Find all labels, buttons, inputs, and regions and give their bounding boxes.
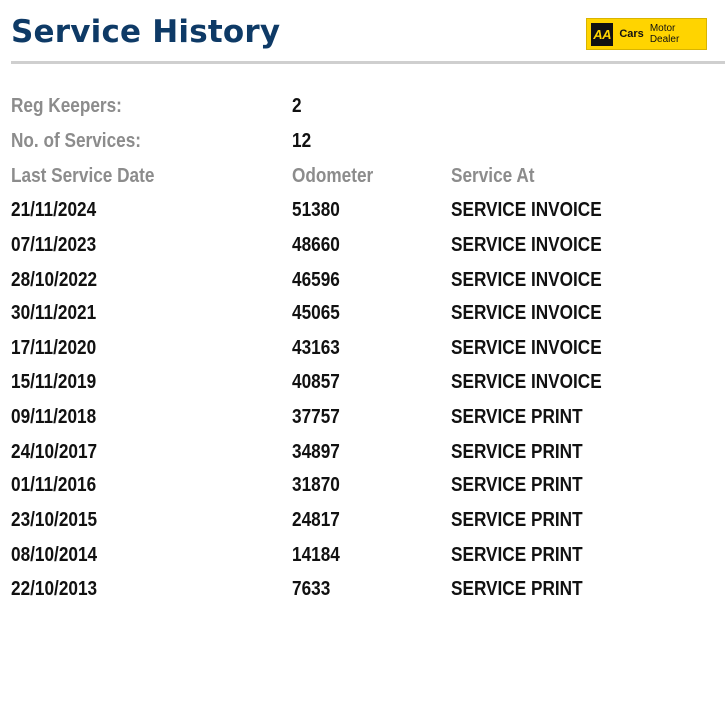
service-date: 08/10/2014: [11, 544, 98, 566]
odometer-value: 34897: [292, 441, 340, 463]
odometer-value: 24817: [292, 509, 340, 531]
aa-logo-icon: AA: [591, 23, 613, 46]
service-date: 30/11/2021: [11, 302, 97, 324]
odometer-value: 31870: [292, 474, 340, 496]
table-row: [11, 297, 711, 329]
table-row: [11, 229, 711, 261]
column-header-odometer: Odometer: [292, 165, 374, 187]
service-date: 15/11/2019: [11, 371, 97, 393]
badge-cars-label: Cars: [619, 28, 644, 40]
service-date: 23/10/2015: [11, 509, 98, 531]
odometer-value: 40857: [292, 371, 340, 393]
odometer-value: 37757: [292, 406, 340, 428]
table-row: [11, 436, 711, 468]
service-at: SERVICE INVOICE: [451, 199, 602, 221]
badge-dealer-label: Motor Dealer: [649, 23, 680, 45]
service-at: SERVICE PRINT: [451, 474, 583, 496]
service-at: SERVICE INVOICE: [451, 337, 602, 359]
service-at: SERVICE INVOICE: [451, 302, 602, 324]
header: [11, 0, 725, 64]
service-at: SERVICE INVOICE: [451, 371, 602, 393]
odometer-value: 45065: [292, 302, 340, 324]
reg-keepers-value: 2: [292, 95, 302, 117]
service-date: 28/10/2022: [11, 269, 98, 291]
page-title: Service History: [11, 14, 281, 50]
odometer-value: 14184: [292, 544, 340, 566]
services-count-value: 12: [292, 130, 312, 152]
odometer-value: 51380: [292, 199, 340, 221]
table-row: [11, 401, 711, 433]
service-date: 09/11/2018: [11, 406, 97, 428]
table-header-row: [11, 160, 711, 192]
reg-keepers-label: Reg Keepers:: [11, 95, 122, 117]
table-row: [11, 539, 711, 571]
table-row: [11, 504, 711, 536]
table-row: [11, 469, 711, 501]
service-date: 21/11/2024: [11, 199, 97, 221]
odometer-value: 46596: [292, 269, 340, 291]
odometer-value: 43163: [292, 337, 340, 359]
service-at: SERVICE PRINT: [451, 441, 583, 463]
service-at: SERVICE PRINT: [451, 509, 583, 531]
service-date: 01/11/2016: [11, 474, 97, 496]
service-at: SERVICE PRINT: [451, 544, 583, 566]
table-row: [11, 264, 711, 296]
service-date: 22/10/2013: [11, 578, 98, 600]
column-header-date: Last Service Date: [11, 165, 155, 187]
odometer-value: 7633: [292, 578, 331, 600]
table-row: [11, 366, 711, 398]
service-at: SERVICE PRINT: [451, 578, 583, 600]
services-count-row: [11, 125, 711, 157]
service-date: 07/11/2023: [11, 234, 97, 256]
service-at: SERVICE INVOICE: [451, 234, 602, 256]
service-date: 24/10/2017: [11, 441, 98, 463]
service-date: 17/11/2020: [11, 337, 97, 359]
table-row: [11, 573, 711, 605]
table-row: [11, 332, 711, 364]
odometer-value: 48660: [292, 234, 340, 256]
aa-cars-motor-dealer-badge: [586, 18, 707, 50]
column-header-service-at: Service At: [451, 165, 535, 187]
service-at: SERVICE PRINT: [451, 406, 583, 428]
reg-keepers-row: [11, 90, 711, 122]
services-count-label: No. of Services:: [11, 130, 142, 152]
table-row: [11, 194, 711, 226]
service-at: SERVICE INVOICE: [451, 269, 602, 291]
